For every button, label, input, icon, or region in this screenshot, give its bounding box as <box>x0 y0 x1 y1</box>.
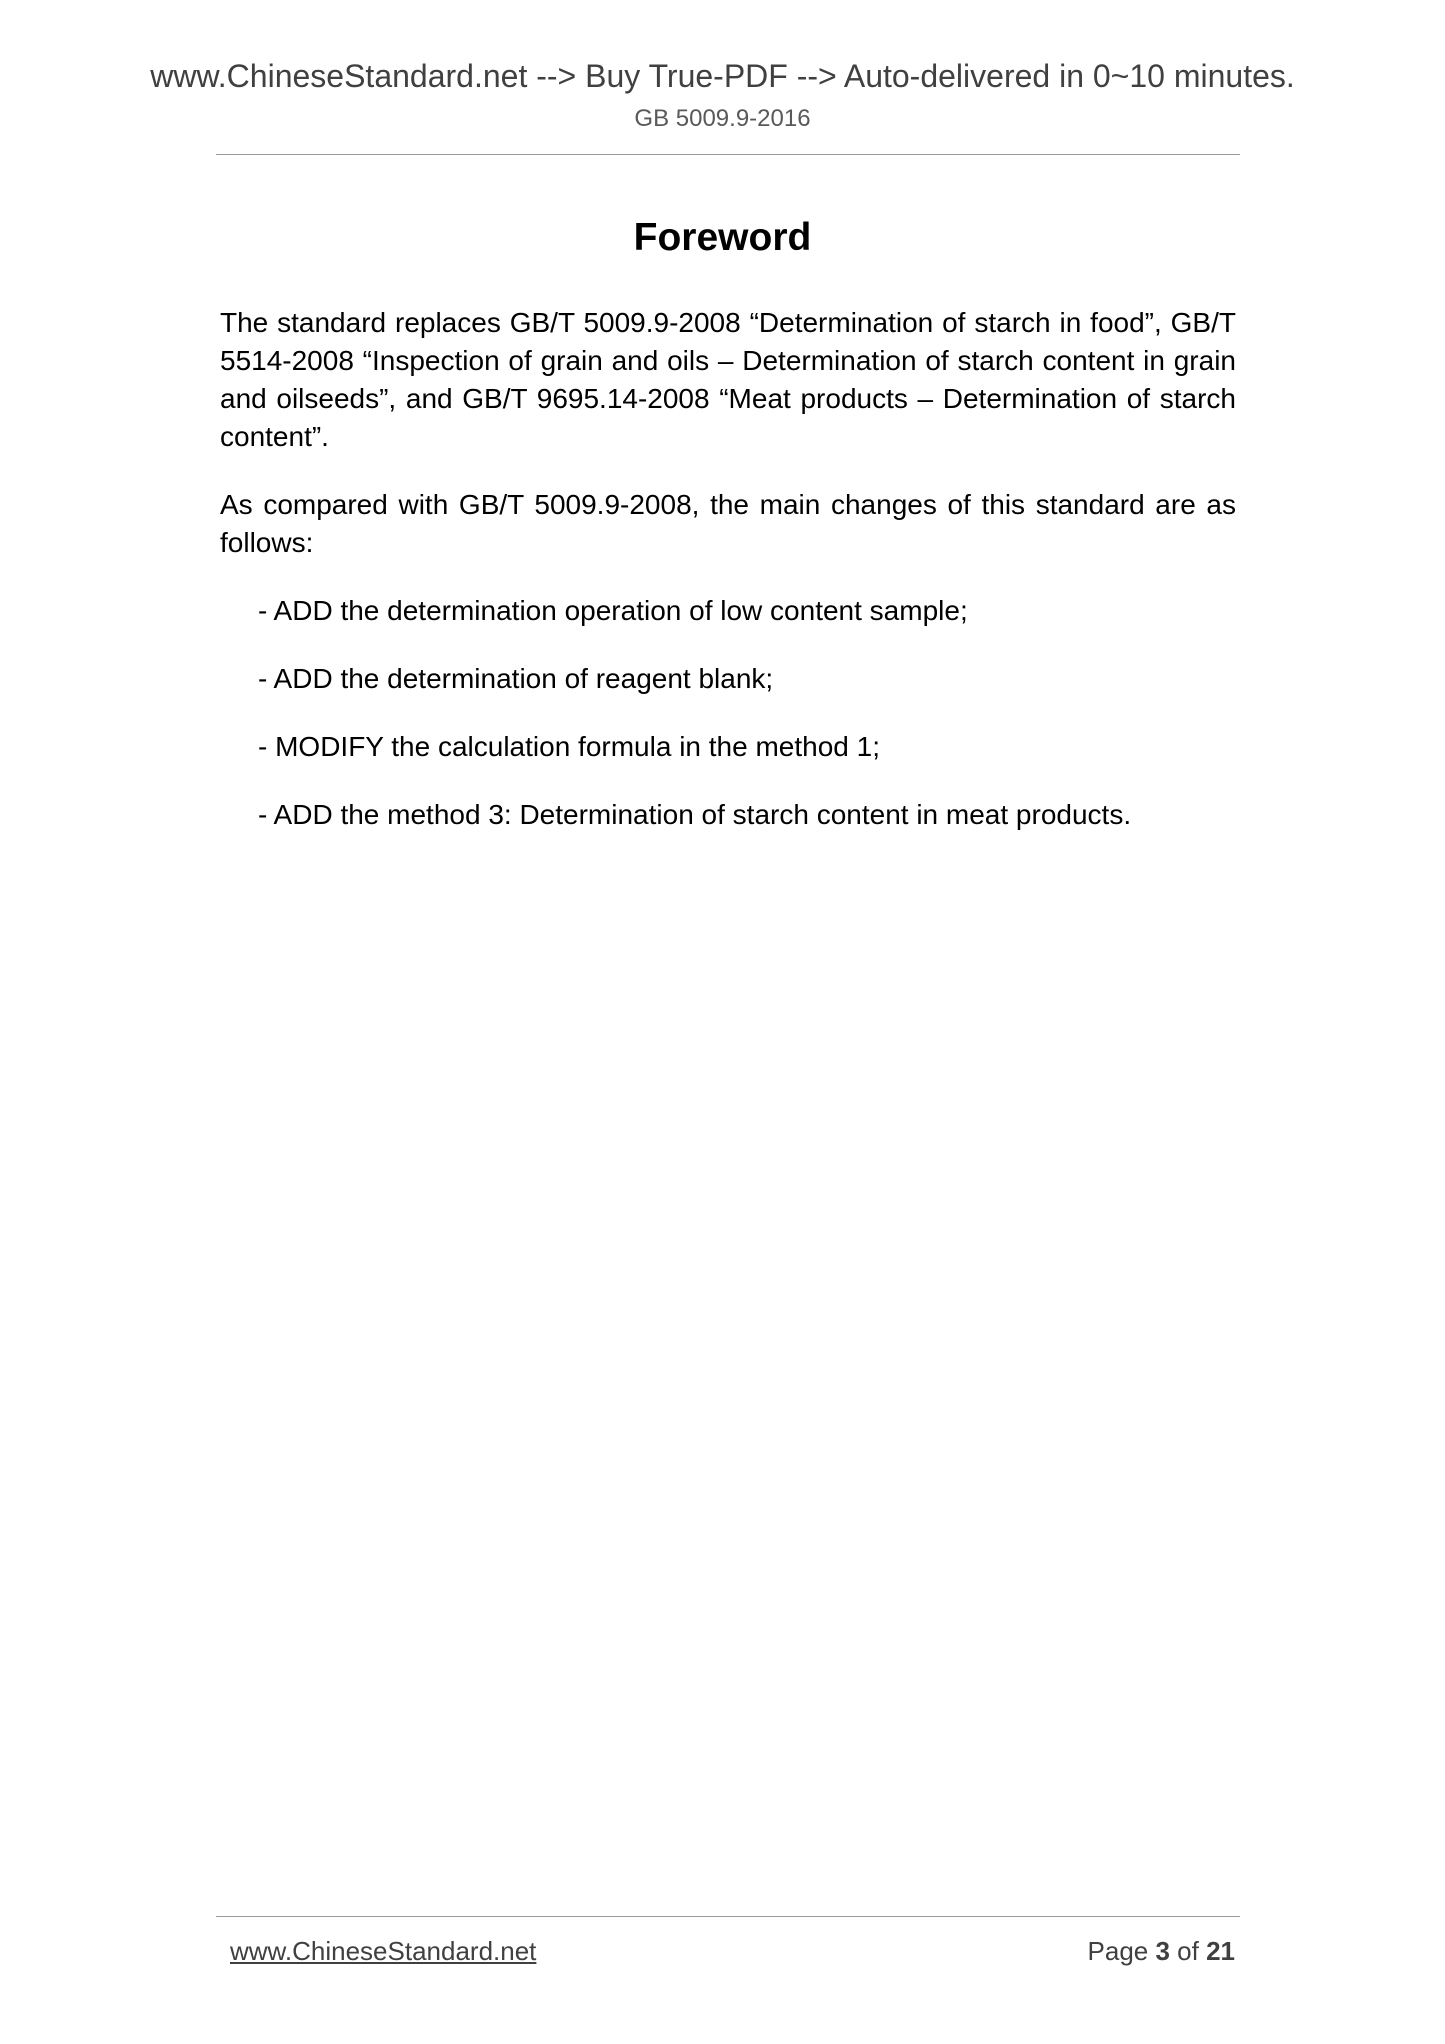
footer-divider <box>216 1916 1240 1917</box>
list-item: - ADD the determination of reagent blank; <box>258 663 774 694</box>
page-title: Foreword <box>633 216 812 259</box>
changes-intro-paragraph: As compared with GB/T 5009.9-2008, the main changes of this standard are as follows: <box>220 489 1236 558</box>
list-item: - ADD the method 3: Determination of starch content in meat products. <box>258 799 1132 830</box>
total-pages: 21 <box>1206 1936 1235 1966</box>
page-of: of <box>1169 1936 1207 1966</box>
list-item: - ADD the determination operation of low content sample; <box>258 595 968 626</box>
footer-website-link[interactable]: www.ChineseStandard.net <box>230 1936 537 1966</box>
replacement-paragraph: The standard replaces GB/T 5009.9-2008 “Determination of starch in food”, GB/T 5514-2008 “Inspection of grain and oils – Determination of starch content in grain and oilseeds”, and GB/T 9695.14-2008 “Meat products – Determination of starch content”. <box>220 307 1236 452</box>
page-prefix: Page <box>1087 1936 1156 1966</box>
list-item: - MODIFY the calculation formula in the method 1; <box>258 731 880 762</box>
header-banner: www.ChineseStandard.net --> Buy True-PDF --> Auto-delivered in 0~10 minutes. <box>150 58 1295 94</box>
changes-list <box>220 592 1236 834</box>
current-page: 3 <box>1155 1936 1170 1966</box>
foreword-body <box>220 304 1236 864</box>
header-divider <box>216 154 1240 155</box>
document-code: GB 5009.9-2016 <box>634 105 811 132</box>
page-number <box>1088 1934 1235 1968</box>
